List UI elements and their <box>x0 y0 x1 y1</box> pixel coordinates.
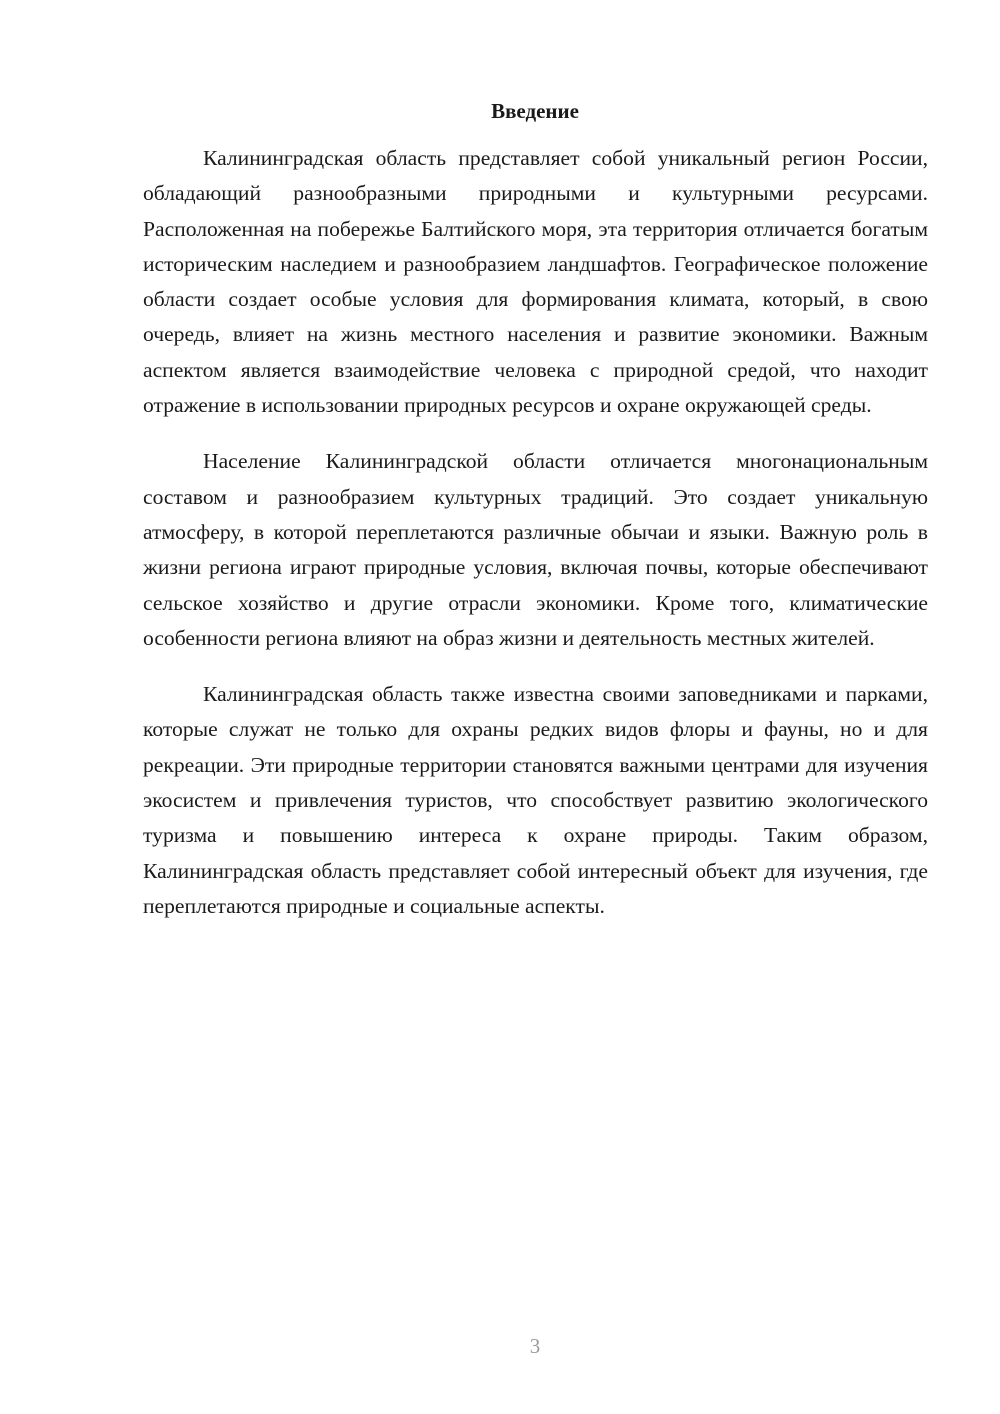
page-title: Введение <box>491 99 579 123</box>
paragraph-1: Калининградская область представляет собой уникальный регион России, обладающий разнообразными природными и культурными ресурсами. Расположенная на побережье Балтийского моря, эта территория отличается богатым историческим наследием и разнообразием ландшафтов. Географическое положение области создает особые условия для формирования климата, который, в свою очередь, влияет на жизнь местного населения и развитие экономики. Важным аспектом является взаимодействие человека с природной средой, что находит отражение в использовании природных ресурсов и охране окружающей среды. <box>143 146 928 418</box>
body-text <box>143 141 928 945</box>
page-number: 3 <box>529 1334 541 1358</box>
paragraph-3: Калининградская область также известна своими заповедниками и парками, которые служат не только для охраны редких видов флоры и фауны, но и для рекреации. Эти природные территории становятся важными центрами для изучения экосистем и привлечения туристов, что способствует развитию экологического туризма и повышению интереса к охране природы. Таким образом, Калининградская область представляет собой интересный объект для изучения, где переплетаются природные и социальные аспекты. <box>143 682 928 918</box>
paragraph-2: Население Калининградской области отличается многонациональным составом и разнообразием культурных традиций. Это создает уникальную атмосферу, в которой переплетаются различные обычаи и языки. Важную роль в жизни региона играют природные условия, включая почвы, которые обеспечивают сельское хозяйство и другие отрасли экономики. Кроме того, климатические особенности региона влияют на образ жизни и деятельность местных жителей. <box>143 449 928 650</box>
